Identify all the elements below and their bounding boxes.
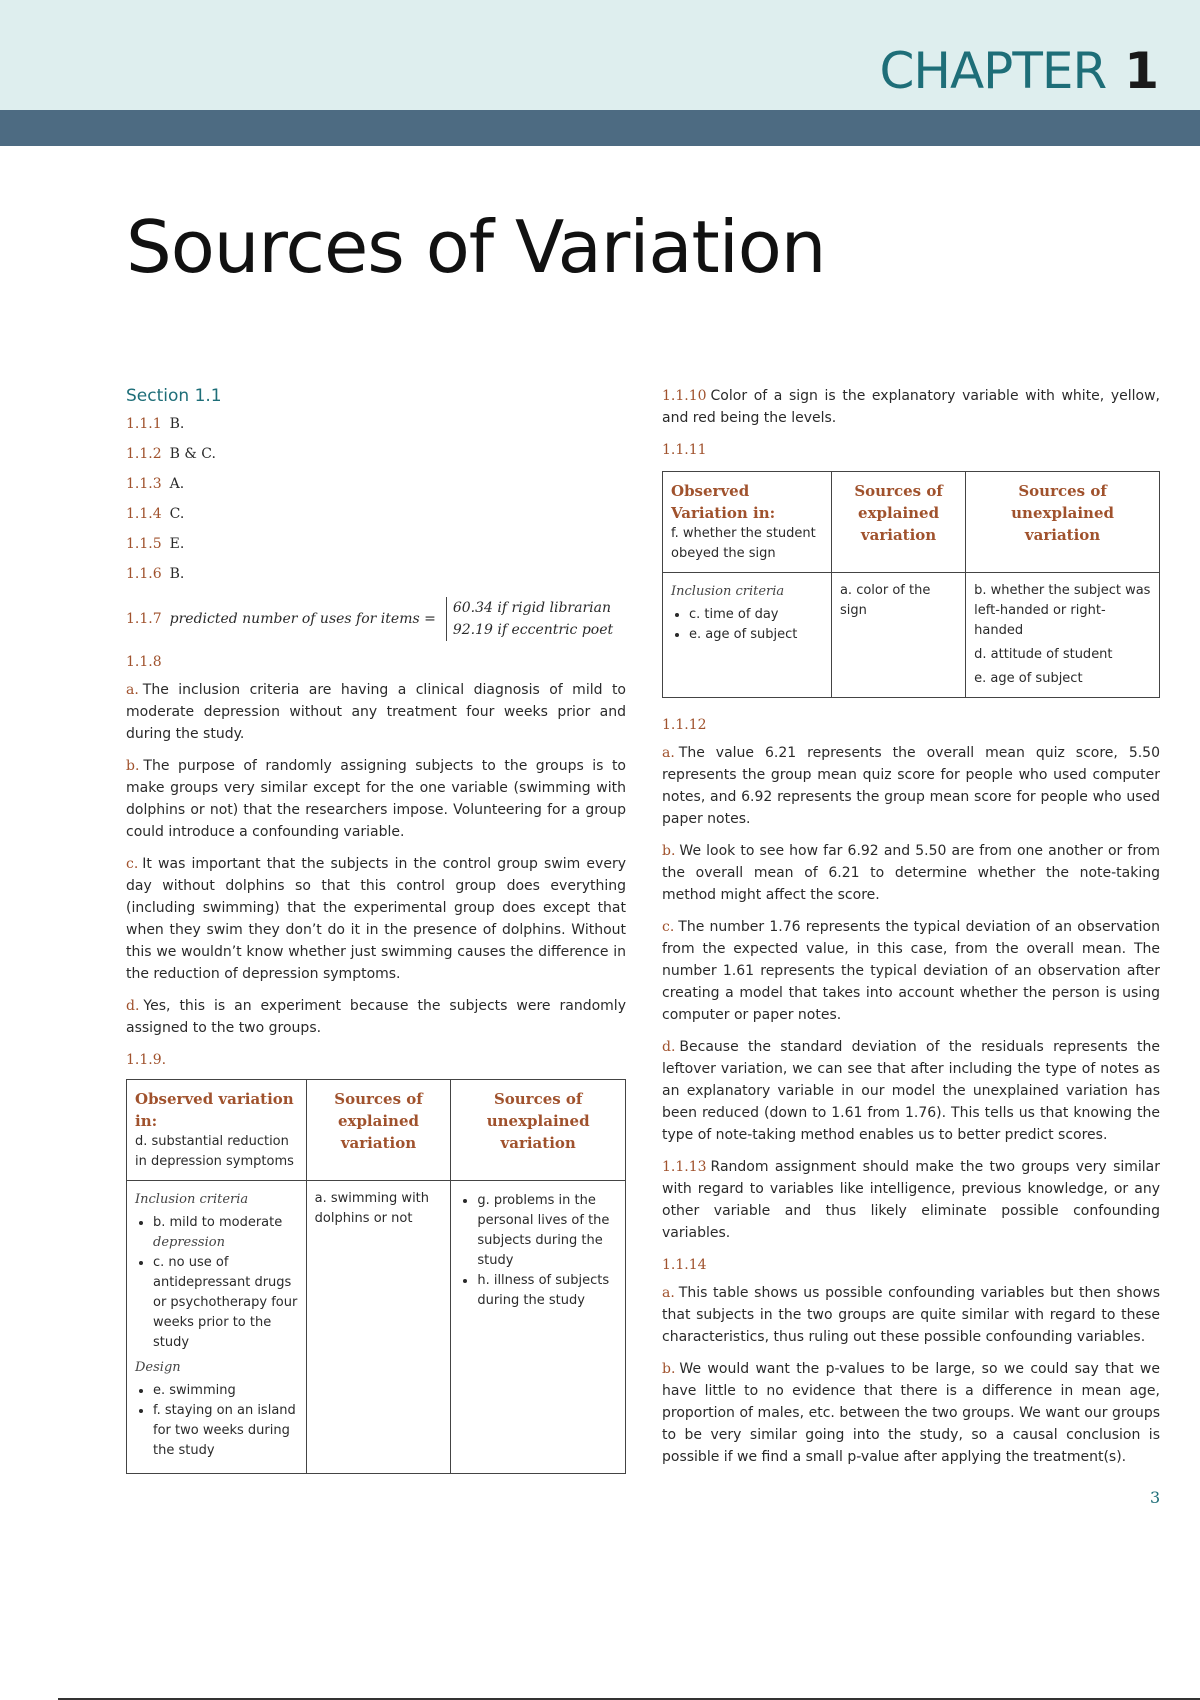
answer-number: 1.1.1 [126,416,162,432]
paragraph-1-1-8-c [126,853,626,985]
table-header-cell [831,472,965,573]
answer-text: B. [169,566,185,582]
table-cell [966,573,1160,698]
right-column [662,385,1160,1478]
inclusion-list [671,605,823,645]
table-cell [306,1181,451,1474]
answer-item [126,503,626,527]
header-bar [0,110,1200,146]
chapter-number: 1 [1124,42,1158,100]
paragraph-text: The purpose of randomly assigning subjects to the groups is to make groups very similar except for the one variable (swimming with dolphins or not) that the researchers impose. Volunteering for a group could introduce a confounding variable. [126,758,626,840]
unexplained-item: e. age of subject [974,671,1083,686]
design-label: Design [135,1360,181,1375]
list-item: • f. staying on an island for two weeks during the study [153,1401,298,1461]
table-cell [831,573,965,698]
question-1-1-12: 1.1.12 [662,717,707,733]
answer-item [126,533,626,557]
list-item: • h. illness of subjects during the study [477,1271,617,1311]
question-1-1-9: 1.1.9. [126,1052,167,1068]
list-item: • c. time of day [689,605,823,625]
answer-item [126,413,626,437]
equation-case-1: 60.34 if rigid librarian [452,600,611,616]
answer-number: 1.1.3 [126,476,162,492]
header-observed: Observed Variation in: [671,482,776,522]
equation-case-2: 92.19 if eccentric poet [452,622,614,638]
paragraph-text: The number 1.76 represents the typical deviation of an observation from the expected value, in this case, from the overall mean. The number 1.61 represents the typical deviation of an observation after creating a model that takes into account whether the person is using computer or paper notes. [662,919,1160,1023]
equation-number: 1.1.7 [126,611,162,627]
paragraph-label: d. [126,998,140,1014]
table-header-cell [663,472,832,573]
table-header-cell [127,1080,307,1181]
paragraph-1-1-12-b [662,840,1160,906]
inclusion-list [135,1213,298,1353]
paragraph-1-1-8-a [126,679,626,745]
answer-number: 1.1.6 [126,566,162,582]
paragraph-text: We would want the p-values to be large, so we could say that we have little to no evidence that there is a difference in mean age, proportion of males, etc. between the two groups. We want our groups to be very similar going into the study, so a causal conclusion is possible if we find a small p-value after applying the treatment(s). [662,1361,1160,1465]
table-row [127,1181,626,1474]
paragraph-label: a. [662,1285,675,1301]
equation-1-1-7 [126,597,626,641]
paragraph-text: This table shows us possible confounding variables but then shows that subjects in the two groups are quite similar with regard to these characteristics, thus ruling out these possible confounding variables. [662,1285,1160,1345]
answer-text: E. [169,536,185,552]
answer-number: 1.1.5 [126,536,162,552]
paragraph-1-1-8-d [126,995,626,1039]
inclusion-label: Inclusion criteria [671,584,785,599]
table-cell [127,1181,307,1474]
header-observed: Observed variation in: [135,1090,294,1130]
inclusion-b-italic: depression [153,1235,225,1250]
table-row [663,573,1160,698]
explained-source: a. color of the sign [839,583,931,618]
paragraph-text: We look to see how far 6.92 and 5.50 are from one another or from the overall mean of 6.21 to determine whether the note-taking method might affect the score. [662,843,1160,903]
paragraph-text: Color of a sign is the explanatory variable with white, yellow, and red being the levels. [662,388,1160,426]
paragraph-1-1-8-b [126,755,626,843]
table-header-cell [451,1080,626,1181]
answer-number: 1.1.2 [126,446,162,462]
answer-item [126,563,626,587]
paragraph-1-1-12-d [662,1036,1160,1146]
page-number: 3 [1150,1488,1161,1507]
equation-cases [446,597,613,641]
answer-text: B & C. [169,446,216,462]
variation-table-1-1-9 [126,1079,626,1474]
header-unexplained: Sources of unexplained variation [486,1090,590,1152]
inclusion-label: Inclusion criteria [135,1192,249,1207]
paragraph-1-1-13 [662,1156,1160,1244]
list-item: • c. no use of antidepressant drugs or psychotherapy four weeks prior to the study [153,1253,298,1353]
design-list [135,1381,298,1461]
question-1-1-11: 1.1.11 [662,442,707,458]
unexplained-item: b. whether the subject was left-handed or right-handed [974,583,1151,638]
paragraph-label: c. [126,856,139,872]
header-explained: Sources of explained variation [854,482,943,544]
paragraph-text: The inclusion criteria are having a clinical diagnosis of mild to moderate depression without any treatment four weeks prior and during the study. [126,682,626,742]
paragraph-label: a. [126,682,139,698]
header-observed-sub: d. substantial reduction in depression symptoms [135,1134,294,1169]
paragraph-1-1-14-a [662,1282,1160,1348]
paragraph-label: b. [126,758,140,774]
equation-lhs: predicted number of uses for items = [169,611,436,627]
chapter-heading [879,42,1158,100]
answer-text: A. [169,476,185,492]
paragraph-text: The value 6.21 represents the overall mean quiz score, 5.50 represents the group mean quiz score for people who used computer notes, and 6.92 represents the group mean score for people who used paper notes. [662,745,1160,827]
header-observed-sub: f. whether the student obeyed the sign [671,526,816,561]
table-header-row [127,1080,626,1181]
answer-text: C. [169,506,185,522]
list-item: • g. problems in the personal lives of the subjects during the study [477,1191,617,1271]
paragraph-label: b. [662,843,676,859]
answer-text: B. [169,416,185,432]
table-header-cell [306,1080,451,1181]
paragraph-text: Because the standard deviation of the residuals represents the leftover variation, we can see that after including the type of notes as an explanatory variable in our model the unexplained variation has been reduced (down to 1.61 from 1.76). This tells us that knowing the type of note-taking method enables us to better predict scores. [662,1039,1160,1143]
answer-number: 1.1.4 [126,506,162,522]
header-unexplained: Sources of unexplained variation [1011,482,1114,544]
table-cell [451,1181,626,1474]
paragraph-1-1-10 [662,385,1160,429]
question-1-1-14: 1.1.14 [662,1257,707,1273]
paragraph-label: b. [662,1361,676,1377]
paragraph-text: Yes, this is an experiment because the subjects were randomly assigned to the two groups. [126,998,626,1036]
list-item: • e. age of subject [689,625,823,645]
paragraph-text: It was important that the subjects in the control group swim every day without dolphins so that this control group does everything (including swimming) that the experimental group does except that when they swim they don’t do it in the presence of dolphins. Without this we wouldn’t know whether just swimming causes the difference in the reduction of depression symptoms. [126,856,626,982]
list-item: • e. swimming [153,1381,298,1401]
page-title: Sources of Variation [126,205,826,289]
paragraph-label: a. [662,745,675,761]
left-column [126,385,626,1474]
header-explained: Sources of explained variation [334,1090,423,1152]
table-header-row [663,472,1160,573]
paragraph-1-1-14-b [662,1358,1160,1468]
paragraph-label: c. [662,919,675,935]
question-number: 1.1.10 [662,388,707,404]
paragraph-1-1-12-a [662,742,1160,830]
table-header-cell [966,472,1160,573]
question-1-1-8: 1.1.8 [126,654,162,670]
answer-item [126,473,626,497]
inclusion-b-text: b. mild to moderate [153,1215,283,1230]
unexplained-list [459,1191,617,1311]
unexplained-item: d. attitude of student [974,647,1113,662]
question-number: 1.1.13 [662,1159,707,1175]
variation-table-1-1-11 [662,471,1160,698]
list-item [153,1213,298,1253]
chapter-word: CHAPTER [879,42,1107,100]
paragraph-label: d. [662,1039,676,1055]
table-cell [663,573,832,698]
answer-item [126,443,626,467]
paragraph-text: Random assignment should make the two groups very similar with regard to variables like intelligence, previous knowledge, or any other variable and thus likely eliminate possible confounding variables. [662,1159,1160,1241]
section-heading: Section 1.1 [126,386,222,406]
paragraph-1-1-12-c [662,916,1160,1026]
explained-source: a. swimming with dolphins or not [314,1191,430,1226]
